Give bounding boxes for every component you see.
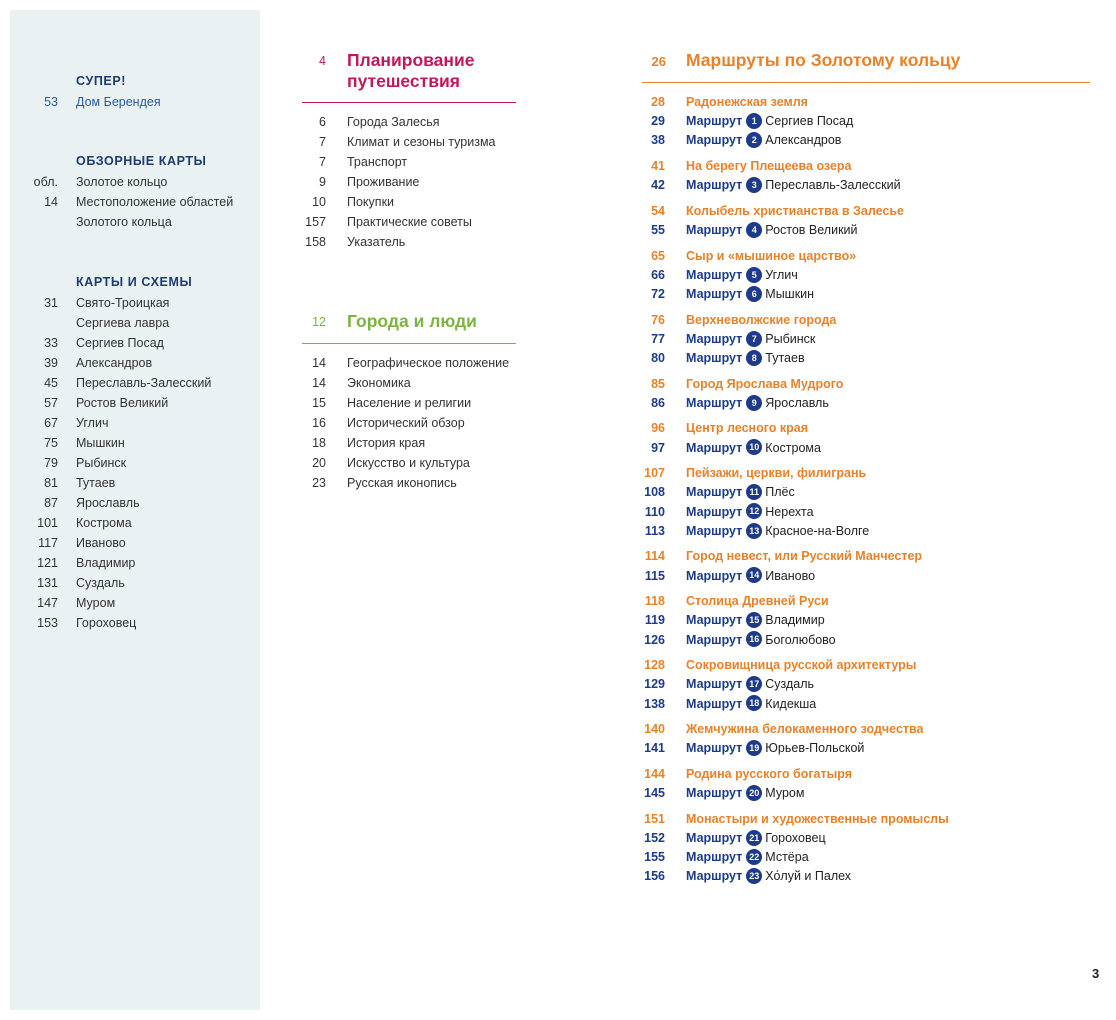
route-entry bbox=[686, 675, 814, 694]
page-number: 156 bbox=[644, 869, 665, 884]
route-label: Маршрут bbox=[686, 114, 743, 129]
entry-title: Свято-Троицкая bbox=[76, 296, 170, 310]
route-place: Ростов Великий bbox=[765, 223, 858, 237]
section-list bbox=[300, 112, 516, 252]
sidebar-list bbox=[0, 92, 250, 112]
route-group-title: Центр лесного края bbox=[686, 421, 809, 436]
route-entry bbox=[686, 503, 814, 522]
entry-title: Кострома bbox=[76, 516, 132, 530]
entry-title: Искусство и культура bbox=[347, 456, 470, 470]
entry-title: Указатель bbox=[347, 235, 406, 249]
sidebar-heading: СУПЕР! bbox=[76, 74, 127, 88]
route-place: Рыбинск bbox=[765, 331, 816, 346]
route-group-title: Родина русского богатыря bbox=[686, 767, 853, 781]
sidebar-list-item[interactable] bbox=[0, 513, 250, 533]
sidebar-list-item[interactable] bbox=[0, 553, 250, 573]
route-label: Маршрут bbox=[686, 696, 743, 711]
route-number-badge: 22 bbox=[746, 849, 762, 865]
route-entry bbox=[686, 330, 815, 349]
page-number: 119 bbox=[644, 613, 665, 628]
page-number: 97 bbox=[651, 440, 665, 455]
toc-item[interactable] bbox=[300, 373, 516, 393]
entry-title: Транспорт bbox=[347, 155, 408, 169]
entry-title: Дом Берендея bbox=[76, 95, 161, 109]
page-number: 31 bbox=[44, 296, 58, 310]
route-group-title: Город невест, или Русский Манчестер bbox=[686, 549, 923, 564]
page-number: 14 bbox=[312, 376, 326, 390]
route-number-badge: 10 bbox=[746, 439, 762, 455]
entry-title: Рыбинск bbox=[76, 456, 127, 470]
entry-title: Географическое положение bbox=[347, 356, 510, 370]
route-place: Юрьев-Польской bbox=[765, 741, 865, 756]
route-entry bbox=[686, 784, 804, 803]
entry-title: Сергиева лавра bbox=[76, 316, 170, 330]
toc-item[interactable] bbox=[300, 473, 516, 493]
page-number: 140 bbox=[644, 722, 665, 737]
sidebar-list-item[interactable] bbox=[0, 593, 250, 613]
page-number: 128 bbox=[644, 658, 665, 673]
route-number-badge: 21 bbox=[746, 830, 762, 846]
section-divider bbox=[642, 82, 1090, 83]
route-entry bbox=[686, 739, 864, 758]
page-number: 85 bbox=[651, 376, 665, 391]
page-number: 117 bbox=[38, 536, 58, 550]
page-number: 16 bbox=[312, 416, 326, 430]
route-place: Александров bbox=[765, 133, 842, 148]
route-group-title: Жемчужина белокаменного зодчества bbox=[686, 722, 924, 737]
route-entry bbox=[686, 567, 815, 586]
page-number: 65 bbox=[651, 248, 665, 263]
route-group-title: Сокровищница русской архитектуры bbox=[686, 658, 917, 673]
route-label: Маршрут bbox=[686, 440, 743, 455]
route-place: Иваново bbox=[765, 568, 816, 583]
page-number: 115 bbox=[644, 568, 665, 583]
route-number-badge: 20 bbox=[746, 785, 762, 801]
sidebar-list-item[interactable] bbox=[0, 493, 250, 513]
route-label: Маршрут bbox=[686, 831, 743, 845]
route-label: Маршрут bbox=[686, 395, 743, 410]
route-entry bbox=[686, 439, 821, 458]
page-number: 131 bbox=[37, 576, 58, 590]
route-number-badge: 11 bbox=[746, 484, 762, 500]
route-group-title: Пейзажи, церкви, филигрань bbox=[686, 466, 867, 481]
sidebar-list-item[interactable] bbox=[0, 172, 250, 192]
page-number: 29 bbox=[651, 114, 665, 129]
page-number: 81 bbox=[44, 476, 58, 490]
route-group-title: Монастыри и художественные промыслы bbox=[686, 811, 949, 826]
route-entry bbox=[686, 394, 829, 413]
page-number: 87 bbox=[44, 496, 58, 510]
toc-item[interactable] bbox=[300, 353, 516, 373]
page-number: 101 bbox=[37, 516, 58, 530]
route-number-badge: 8 bbox=[746, 350, 762, 366]
route-place: Владимир bbox=[765, 613, 825, 628]
route-label: Маршрут bbox=[686, 504, 743, 519]
page-number: 55 bbox=[651, 223, 665, 237]
route-group-title: Столица Древней Руси bbox=[686, 594, 829, 609]
route-label: Маршрут bbox=[686, 178, 743, 193]
page-number: 76 bbox=[651, 312, 665, 327]
route-place: Кострома bbox=[765, 440, 821, 455]
route-entry bbox=[686, 285, 814, 304]
page-number: 77 bbox=[651, 331, 665, 346]
section-title bbox=[347, 50, 474, 92]
entry-title: Владимир bbox=[76, 556, 136, 570]
route-place: Муром bbox=[765, 786, 805, 801]
route-group-title: Верхневолжские города bbox=[686, 312, 837, 327]
route-label: Маршрут bbox=[686, 523, 743, 538]
route-place: Мстёра bbox=[765, 850, 809, 865]
route-number-badge: 18 bbox=[746, 695, 762, 711]
page-number: 158 bbox=[305, 235, 326, 249]
route-number-badge: 7 bbox=[746, 331, 762, 347]
route-entry bbox=[686, 631, 836, 650]
page-number: 72 bbox=[651, 287, 665, 301]
page-number: 15 bbox=[312, 396, 326, 410]
page-number: 53 bbox=[44, 95, 58, 109]
route-place: Хо́луй и Палех bbox=[765, 869, 852, 884]
page-number: 7 bbox=[319, 135, 326, 149]
page-number: 20 bbox=[312, 456, 326, 470]
route-label: Маршрут bbox=[686, 351, 743, 365]
route-number-badge: 17 bbox=[746, 676, 762, 692]
page-number: 118 bbox=[644, 594, 665, 609]
entry-title: Климат и сезоны туризма bbox=[347, 135, 496, 149]
route-place: Кидекша bbox=[765, 696, 817, 711]
page-number: 114 bbox=[644, 549, 665, 564]
page-number: 7 bbox=[319, 155, 326, 169]
page-number: 6 bbox=[319, 115, 326, 129]
sidebar-list-item[interactable] bbox=[0, 433, 250, 453]
route-entry bbox=[686, 131, 841, 150]
entry-title: Исторический обзор bbox=[347, 416, 465, 430]
entry-title: Иваново bbox=[76, 536, 126, 550]
entry-title: Александров bbox=[76, 356, 153, 370]
toc-item[interactable] bbox=[300, 112, 516, 132]
page-number: 79 bbox=[44, 456, 58, 470]
route-entry bbox=[686, 867, 851, 886]
sidebar-list bbox=[0, 172, 250, 232]
entry-title: Муром bbox=[76, 596, 116, 610]
page-number: 3 bbox=[1092, 966, 1100, 981]
route-label: Маршрут bbox=[686, 267, 743, 282]
toc-item[interactable] bbox=[300, 453, 516, 473]
page-number: 107 bbox=[644, 466, 665, 481]
route-label: Маршрут bbox=[686, 568, 743, 583]
section-page-number: 4 bbox=[319, 54, 326, 68]
entry-title: Практические советы bbox=[347, 215, 472, 229]
entry-title: История края bbox=[347, 436, 426, 450]
sidebar-heading: КАРТЫ И СХЕМЫ bbox=[76, 275, 193, 289]
sidebar-list bbox=[0, 293, 250, 633]
route-group-title: Сыр и «мышиное царство» bbox=[686, 248, 857, 263]
toc-item[interactable] bbox=[300, 393, 516, 413]
route-group-title: На берегу Плещеева озера bbox=[686, 159, 852, 173]
section-title: Города и люди bbox=[347, 311, 477, 331]
route-place: Боголюбово bbox=[765, 632, 836, 647]
sidebar-list-item[interactable] bbox=[0, 333, 250, 353]
section-title-line: путешествия bbox=[347, 71, 460, 91]
entry-title: Русская иконопись bbox=[347, 476, 457, 490]
entry-title: Переславль-Залесский bbox=[76, 376, 212, 390]
toc-item[interactable] bbox=[300, 172, 516, 192]
route-group-title: Город Ярослава Мудрого bbox=[686, 376, 844, 391]
route-label: Маршрут bbox=[686, 613, 743, 628]
page-number: 28 bbox=[651, 95, 665, 109]
sidebar-list-item[interactable] bbox=[0, 373, 250, 393]
route-number-badge: 4 bbox=[746, 222, 762, 238]
sidebar-list-item[interactable] bbox=[0, 533, 250, 553]
route-number-badge: 9 bbox=[746, 395, 762, 411]
route-group-title: Колыбель христианства в Залесье bbox=[686, 203, 904, 218]
route-number-badge: 16 bbox=[746, 631, 762, 647]
page-number: 138 bbox=[644, 696, 665, 711]
route-entry bbox=[686, 221, 858, 240]
route-label: Маршрут bbox=[686, 632, 743, 647]
page-number: 10 bbox=[312, 195, 326, 209]
toc-item[interactable] bbox=[300, 152, 516, 172]
route-entry bbox=[686, 611, 825, 630]
toc-item[interactable] bbox=[300, 132, 516, 152]
route-place: Углич bbox=[765, 267, 798, 282]
page-number: 45 bbox=[44, 376, 58, 390]
route-label: Маршрут bbox=[686, 786, 743, 801]
route-number-badge: 5 bbox=[746, 267, 762, 283]
page-number: обл. bbox=[33, 175, 58, 189]
page-number: 152 bbox=[644, 831, 665, 845]
toc-item[interactable] bbox=[300, 192, 516, 212]
route-entry bbox=[686, 848, 809, 867]
route-place: Гороховец bbox=[765, 831, 826, 845]
sidebar-list-item[interactable] bbox=[0, 192, 250, 212]
entry-title: Суздаль bbox=[76, 576, 125, 590]
entry-title: Тутаев bbox=[76, 476, 116, 490]
entry-title: Население и религии bbox=[347, 396, 472, 410]
page-number: 96 bbox=[651, 421, 665, 436]
page-number: 41 bbox=[651, 159, 665, 173]
section-list bbox=[300, 353, 516, 493]
sidebar-list-item[interactable] bbox=[0, 393, 250, 413]
page-number: 33 bbox=[44, 336, 58, 350]
sidebar-list-item[interactable] bbox=[0, 473, 250, 493]
section-title-line: Планирование bbox=[347, 50, 475, 70]
section-page-number: 26 bbox=[651, 54, 666, 69]
route-number-badge: 1 bbox=[746, 113, 762, 129]
route-place: Мышкин bbox=[765, 287, 815, 301]
route-place: Нерехта bbox=[765, 504, 814, 519]
page-number: 14 bbox=[312, 356, 326, 370]
route-place: Переславль-Залесский bbox=[765, 178, 901, 193]
route-entry bbox=[686, 483, 795, 502]
page-number: 144 bbox=[644, 767, 665, 781]
sidebar-heading: ОБЗОРНЫЕ КАРТЫ bbox=[76, 154, 207, 168]
route-entry bbox=[686, 112, 853, 131]
page-number: 54 bbox=[651, 203, 665, 218]
page-number: 75 bbox=[44, 436, 58, 450]
page-number: 113 bbox=[644, 523, 665, 538]
route-label: Маршрут bbox=[686, 133, 743, 148]
route-number-badge: 14 bbox=[746, 567, 762, 583]
sidebar-list-item[interactable] bbox=[0, 453, 250, 473]
route-label: Маршрут bbox=[686, 287, 743, 301]
entry-title: Города Залесья bbox=[347, 115, 440, 129]
entry-title: Ярославль bbox=[76, 496, 140, 510]
route-entry bbox=[686, 522, 869, 541]
page-number: 66 bbox=[651, 267, 665, 282]
page-number: 108 bbox=[644, 485, 665, 500]
page-number: 157 bbox=[305, 215, 326, 229]
section-page-number: 12 bbox=[312, 315, 326, 329]
route-number-badge: 2 bbox=[746, 132, 762, 148]
page-number: 141 bbox=[644, 741, 665, 756]
route-label: Маршрут bbox=[686, 485, 743, 500]
entry-title: Золотое кольцо bbox=[76, 175, 168, 189]
toc-item[interactable] bbox=[300, 433, 516, 453]
route-number-badge: 12 bbox=[746, 503, 762, 519]
entry-title: Экономика bbox=[347, 376, 411, 390]
route-place: Суздаль bbox=[765, 677, 815, 692]
entry-title: Покупки bbox=[347, 195, 395, 209]
page-number: 129 bbox=[644, 677, 665, 692]
entry-title: Золотого кольца bbox=[76, 215, 172, 229]
route-entry bbox=[686, 349, 805, 368]
entry-title: Проживание bbox=[347, 175, 420, 189]
route-number-badge: 6 bbox=[746, 286, 762, 302]
sidebar-list-item[interactable] bbox=[0, 293, 250, 313]
route-place: Сергиев Посад bbox=[765, 114, 854, 129]
page-number: 18 bbox=[312, 436, 326, 450]
page-number: 121 bbox=[37, 556, 58, 570]
page-number: 39 bbox=[44, 356, 58, 370]
page-number: 38 bbox=[651, 133, 665, 148]
route-number-badge: 3 bbox=[746, 177, 762, 193]
route-place: Красное-на-Волге bbox=[765, 523, 870, 538]
page-number: 86 bbox=[651, 395, 665, 410]
page-number: 126 bbox=[644, 632, 665, 647]
page-number: 23 bbox=[312, 476, 326, 490]
page-number: 145 bbox=[644, 786, 665, 801]
page-number: 155 bbox=[644, 850, 665, 865]
page-number: 9 bbox=[319, 175, 326, 189]
page-number: 67 bbox=[44, 416, 58, 430]
entry-title: Гороховец bbox=[76, 616, 137, 630]
route-place: Ярославль bbox=[765, 395, 829, 410]
section-divider bbox=[302, 102, 516, 103]
route-entry bbox=[686, 266, 798, 285]
route-label: Маршрут bbox=[686, 850, 743, 865]
page-number: 14 bbox=[44, 195, 58, 209]
sidebar-list-item[interactable] bbox=[0, 313, 250, 333]
route-label: Маршрут bbox=[686, 869, 743, 884]
route-number-badge: 13 bbox=[746, 523, 762, 539]
route-place: Плёс bbox=[765, 485, 795, 500]
entry-title: Мышкин bbox=[76, 436, 125, 450]
route-label: Маршрут bbox=[686, 741, 743, 756]
section-title: Маршруты по Золотому кольцу bbox=[686, 50, 961, 70]
route-label: Маршрут bbox=[686, 223, 743, 237]
page-number: 42 bbox=[651, 178, 665, 193]
entry-title: Углич bbox=[76, 416, 109, 430]
route-place: Тутаев bbox=[765, 351, 805, 365]
page-number: 80 bbox=[651, 351, 665, 365]
section-divider bbox=[302, 343, 516, 344]
page-number: 147 bbox=[37, 596, 58, 610]
entry-title: Сергиев Посад bbox=[76, 336, 164, 350]
page-number: 153 bbox=[37, 616, 58, 630]
sidebar-list-item[interactable] bbox=[0, 92, 250, 112]
sidebar-list-item[interactable] bbox=[0, 573, 250, 593]
toc-item[interactable] bbox=[300, 212, 516, 232]
route-number-badge: 19 bbox=[746, 740, 762, 756]
toc-item[interactable] bbox=[300, 413, 516, 433]
route-entry bbox=[686, 829, 826, 848]
entry-title: Местоположение областей bbox=[76, 195, 234, 209]
route-group-title: Радонежская земля bbox=[686, 95, 808, 109]
route-entry bbox=[686, 695, 816, 714]
sidebar-list-item[interactable] bbox=[0, 413, 250, 433]
sidebar-list-item[interactable] bbox=[0, 353, 250, 373]
toc-item[interactable] bbox=[300, 232, 516, 252]
page-number: 57 bbox=[44, 396, 58, 410]
sidebar-list-item[interactable] bbox=[0, 212, 250, 232]
entry-title: Ростов Великий bbox=[76, 396, 169, 410]
route-label: Маршрут bbox=[686, 677, 743, 692]
page-number: 151 bbox=[644, 811, 665, 826]
route-number-badge: 23 bbox=[746, 868, 762, 884]
route-entry bbox=[686, 176, 901, 195]
route-label: Маршрут bbox=[686, 331, 743, 346]
sidebar-list-item[interactable] bbox=[0, 613, 250, 633]
route-number-badge: 15 bbox=[746, 612, 762, 628]
page-number: 110 bbox=[644, 504, 665, 519]
